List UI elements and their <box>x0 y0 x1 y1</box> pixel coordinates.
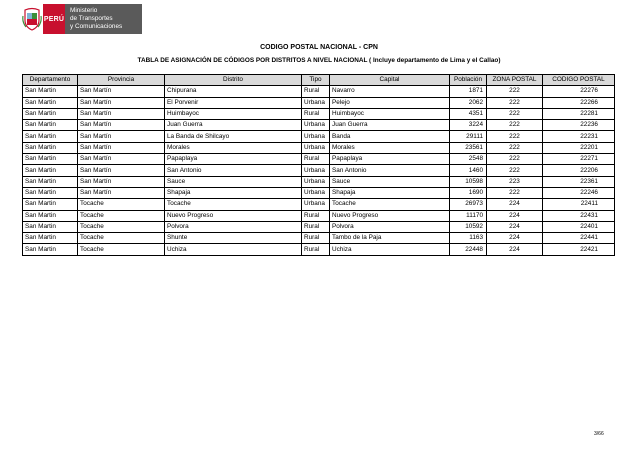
cell-departamento: San Martin <box>23 210 78 221</box>
cell-codigo-postal: 22401 <box>543 221 615 232</box>
cell-provincia: San Martín <box>78 142 165 153</box>
cell-zona-postal: 223 <box>487 176 543 187</box>
cell-distrito: Nuevo Progreso <box>165 210 302 221</box>
cell-departamento: San Martin <box>23 176 78 187</box>
cell-departamento: San Martin <box>23 199 78 210</box>
cell-poblacion: 2548 <box>450 154 487 165</box>
cell-distrito: Sauce <box>165 176 302 187</box>
cell-provincia: San Martín <box>78 176 165 187</box>
cell-tipo: Rural <box>302 86 330 97</box>
cell-capital: Banda <box>330 131 450 142</box>
table-row <box>23 210 615 221</box>
document-subtitle: TABLA DE ASIGNACIÓN DE CÓDIGOS POR DISTRITOS A NIVEL NACIONAL ( Incluye departamento de Lima y el Callao) <box>137 57 501 64</box>
cell-distrito: Juan Guerra <box>165 120 302 131</box>
cell-distrito: El Porvenir <box>165 97 302 108</box>
cell-capital: Huimbayoc <box>330 108 450 119</box>
cell-zona-postal: 222 <box>487 187 543 198</box>
cell-poblacion: 1163 <box>450 233 487 244</box>
cell-zona-postal: 222 <box>487 97 543 108</box>
cell-zona-postal: 222 <box>487 120 543 131</box>
cell-tipo: Rural <box>302 233 330 244</box>
cell-distrito: Uchiza <box>165 244 302 255</box>
cell-provincia: San Martín <box>78 187 165 198</box>
cell-provincia: San Martín <box>78 120 165 131</box>
cell-provincia: San Martín <box>78 108 165 119</box>
cell-zona-postal: 224 <box>487 199 543 210</box>
cell-codigo-postal: 22411 <box>543 199 615 210</box>
cell-provincia: Tocache <box>78 221 165 232</box>
cell-tipo: Rural <box>302 108 330 119</box>
cell-tipo: Urbana <box>302 120 330 131</box>
cell-codigo-postal: 22281 <box>543 108 615 119</box>
cell-zona-postal: 222 <box>487 165 543 176</box>
cell-provincia: San Martín <box>78 86 165 97</box>
postal-code-table <box>22 74 615 256</box>
cell-codigo-postal: 22361 <box>543 176 615 187</box>
cell-provincia: San Martín <box>78 154 165 165</box>
cell-capital: Sauce <box>330 176 450 187</box>
cell-tipo: Urbana <box>302 131 330 142</box>
cell-distrito: Polvora <box>165 221 302 232</box>
column-header: Distrito <box>165 75 302 86</box>
cell-zona-postal: 224 <box>487 233 543 244</box>
table-row <box>23 131 615 142</box>
cell-departamento: San Martin <box>23 154 78 165</box>
cell-provincia: San Martín <box>78 165 165 176</box>
cell-departamento: San Martin <box>23 165 78 176</box>
column-header: Departamento <box>23 75 78 86</box>
cell-poblacion: 23561 <box>450 142 487 153</box>
cell-codigo-postal: 22201 <box>543 142 615 153</box>
cell-zona-postal: 222 <box>487 142 543 153</box>
cell-capital: Pelejo <box>330 97 450 108</box>
table-row <box>23 244 615 255</box>
cell-distrito: San Antonio <box>165 165 302 176</box>
page-number: 3/66 <box>594 431 604 437</box>
cell-departamento: San Martin <box>23 187 78 198</box>
cell-provincia: San Martín <box>78 131 165 142</box>
cell-departamento: San Martin <box>23 233 78 244</box>
table-row <box>23 108 615 119</box>
cell-capital: Navarro <box>330 86 450 97</box>
cell-provincia: Tocache <box>78 210 165 221</box>
cell-poblacion: 10598 <box>450 176 487 187</box>
cell-tipo: Urbana <box>302 187 330 198</box>
cell-distrito: Morales <box>165 142 302 153</box>
cell-capital: San Antonio <box>330 165 450 176</box>
ministry-line: Ministerio <box>70 7 98 14</box>
cell-tipo: Urbana <box>302 176 330 187</box>
cell-departamento: San Martin <box>23 142 78 153</box>
cell-zona-postal: 224 <box>487 244 543 255</box>
column-header: Provincia <box>78 75 165 86</box>
cell-codigo-postal: 22441 <box>543 233 615 244</box>
cell-capital: Shapaja <box>330 187 450 198</box>
table-row <box>23 120 615 131</box>
table-row <box>23 165 615 176</box>
cell-zona-postal: 224 <box>487 210 543 221</box>
cell-capital: Nuevo Progreso <box>330 210 450 221</box>
cell-codigo-postal: 22236 <box>543 120 615 131</box>
cell-poblacion: 29111 <box>450 131 487 142</box>
column-header: Población <box>450 75 487 86</box>
table-row <box>23 86 615 97</box>
cell-capital: Uchiza <box>330 244 450 255</box>
cell-provincia: Tocache <box>78 244 165 255</box>
cell-poblacion: 11170 <box>450 210 487 221</box>
column-header: ZONA POSTAL <box>487 75 543 86</box>
cell-codigo-postal: 22421 <box>543 244 615 255</box>
cell-codigo-postal: 22231 <box>543 131 615 142</box>
table-row <box>23 221 615 232</box>
cell-poblacion: 26973 <box>450 199 487 210</box>
cell-tipo: Urbana <box>302 142 330 153</box>
cell-distrito: La Banda de Shilcayo <box>165 131 302 142</box>
cell-capital: Juan Guerra <box>330 120 450 131</box>
cell-poblacion: 2062 <box>450 97 487 108</box>
cell-codigo-postal: 22246 <box>543 187 615 198</box>
table-row <box>23 187 615 198</box>
cell-tipo: Urbana <box>302 97 330 108</box>
table-row <box>23 176 615 187</box>
document-title: CODIGO POSTAL NACIONAL - CPN <box>260 44 378 51</box>
cell-provincia: Tocache <box>78 199 165 210</box>
cell-poblacion: 4351 <box>450 108 487 119</box>
cell-codigo-postal: 22271 <box>543 154 615 165</box>
cell-tipo: Urbana <box>302 199 330 210</box>
cell-tipo: Rural <box>302 221 330 232</box>
cell-departamento: San Martin <box>23 131 78 142</box>
cell-capital: Papaplaya <box>330 154 450 165</box>
cell-departamento: San Martin <box>23 221 78 232</box>
cell-tipo: Rural <box>302 154 330 165</box>
cell-distrito: Tocache <box>165 199 302 210</box>
column-header: Capital <box>330 75 450 86</box>
cell-codigo-postal: 22266 <box>543 97 615 108</box>
coat-of-arms-icon <box>21 4 43 34</box>
cell-capital: Tambo de la Paja <box>330 233 450 244</box>
cell-poblacion: 22448 <box>450 244 487 255</box>
ministry-logo <box>21 4 142 34</box>
cell-departamento: San Martin <box>23 86 78 97</box>
column-header: CODIGO POSTAL <box>543 75 615 86</box>
cell-departamento: San Martin <box>23 108 78 119</box>
ministry-line: y Comunicaciones <box>70 23 123 30</box>
table-row <box>23 142 615 153</box>
table-row <box>23 233 615 244</box>
cell-zona-postal: 222 <box>487 154 543 165</box>
cell-distrito: Shapaja <box>165 187 302 198</box>
cell-departamento: San Martin <box>23 244 78 255</box>
cell-distrito: Papaplaya <box>165 154 302 165</box>
cell-zona-postal: 222 <box>487 86 543 97</box>
cell-capital: Morales <box>330 142 450 153</box>
table-header-row <box>23 75 615 86</box>
ministry-name <box>65 4 142 34</box>
cell-capital: Polvora <box>330 221 450 232</box>
cell-poblacion: 1460 <box>450 165 487 176</box>
cell-departamento: San Martin <box>23 120 78 131</box>
cell-poblacion: 1690 <box>450 187 487 198</box>
cell-zona-postal: 222 <box>487 108 543 119</box>
cell-zona-postal: 224 <box>487 221 543 232</box>
cell-poblacion: 3224 <box>450 120 487 131</box>
cell-tipo: Urbana <box>302 165 330 176</box>
cell-provincia: San Martín <box>78 97 165 108</box>
cell-codigo-postal: 22276 <box>543 86 615 97</box>
cell-poblacion: 10592 <box>450 221 487 232</box>
cell-poblacion: 1871 <box>450 86 487 97</box>
cell-tipo: Rural <box>302 210 330 221</box>
cell-distrito: Huimbayoc <box>165 108 302 119</box>
cell-departamento: San Martin <box>23 97 78 108</box>
table-row <box>23 97 615 108</box>
cell-distrito: Chipurana <box>165 86 302 97</box>
column-header: Tipo <box>302 75 330 86</box>
cell-distrito: Shunte <box>165 233 302 244</box>
cell-zona-postal: 222 <box>487 131 543 142</box>
ministry-line: de Transportes <box>70 15 113 22</box>
cell-capital: Tocache <box>330 199 450 210</box>
table-row <box>23 154 615 165</box>
peru-badge: PERÚ <box>43 4 65 34</box>
table-row <box>23 199 615 210</box>
cell-provincia: Tocache <box>78 233 165 244</box>
cell-codigo-postal: 22431 <box>543 210 615 221</box>
cell-tipo: Rural <box>302 244 330 255</box>
cell-codigo-postal: 22206 <box>543 165 615 176</box>
